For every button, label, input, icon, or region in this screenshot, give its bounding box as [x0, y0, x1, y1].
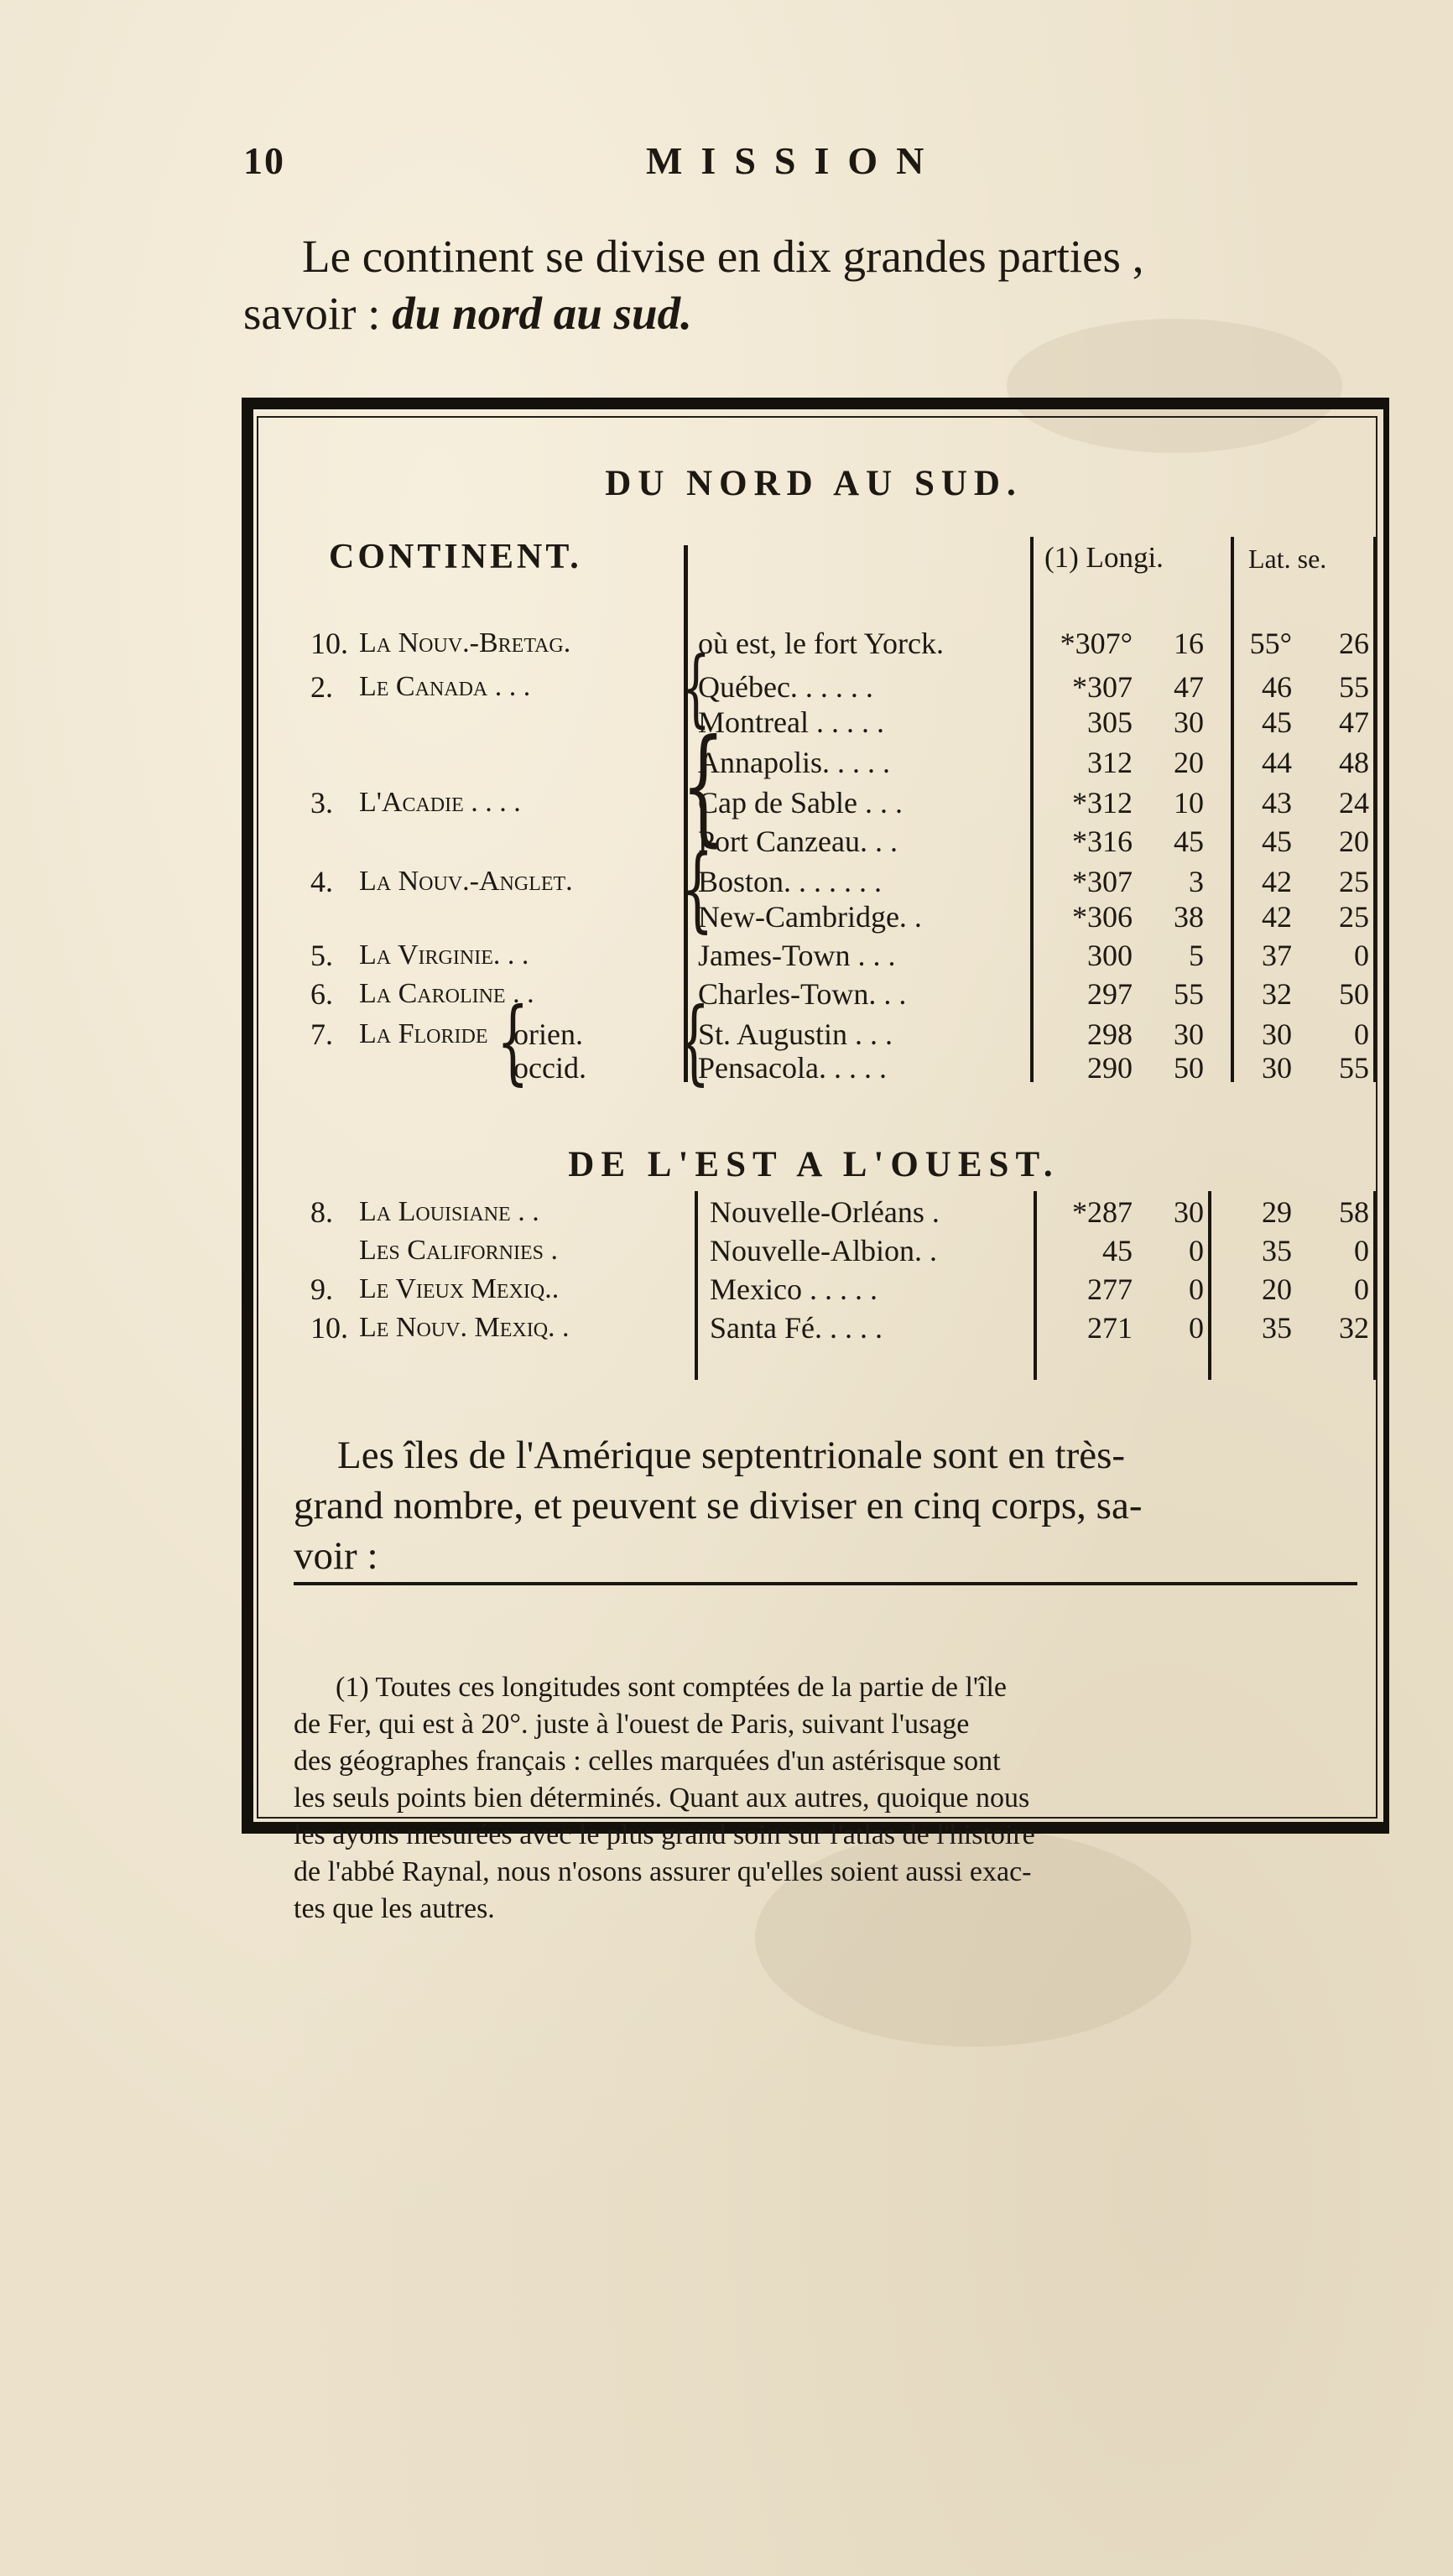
region-name: Le Canada . . .: [359, 671, 531, 702]
place-name: Nouvelle-Albion. .: [710, 1234, 937, 1267]
latitude-degrees: 32: [1262, 977, 1292, 1011]
longitude-degrees: *312: [1072, 786, 1133, 820]
longitude-degrees: 298: [1087, 1017, 1133, 1051]
longitude-degrees: 271: [1087, 1311, 1133, 1345]
longitude-minutes: 55: [1174, 977, 1204, 1011]
longitude-degrees: 305: [1087, 705, 1133, 739]
longitude-degrees: *287: [1072, 1195, 1133, 1229]
latitude-minutes: 25: [1339, 865, 1369, 898]
longitude-degrees: *307°: [1060, 627, 1133, 660]
latitude-minutes: 0: [1354, 1272, 1369, 1306]
table-row: [0, 822, 1453, 861]
table-row: [0, 862, 1453, 901]
latitude-minutes: 47: [1339, 705, 1369, 739]
region-name: Les Californies .: [359, 1235, 558, 1266]
row-number: 5.: [310, 939, 333, 972]
paragraph-line: voir :: [294, 1534, 378, 1578]
longitude-minutes: 47: [1174, 670, 1204, 704]
place-name: St. Augustin . . .: [698, 1017, 893, 1051]
latitude-degrees: 43: [1262, 786, 1292, 820]
table-row: [0, 936, 1453, 975]
table-row: [0, 1231, 1453, 1270]
region-name: Le Vieux Mexiq..: [359, 1273, 560, 1304]
longitude-minutes: 45: [1174, 825, 1204, 858]
intro-text: [243, 228, 1418, 342]
latitude-minutes: 48: [1339, 746, 1369, 779]
longitude-minutes: 30: [1174, 1195, 1204, 1229]
place-name: Nouvelle-Orléans .: [710, 1195, 940, 1229]
longitude-minutes: 30: [1174, 705, 1204, 739]
brace-glyph: {: [497, 987, 529, 1095]
footnote-line: des géographes français : celles marquées d'un astérisque sont: [294, 1746, 1001, 1777]
place-name: Mexico . . . . .: [710, 1272, 878, 1306]
latitude-degrees: 30: [1262, 1017, 1292, 1051]
place-name: Santa Fé. . . . .: [710, 1311, 883, 1345]
footnote-line: de Fer, qui est à 20°. juste à l'ouest de Paris, suivant l'usage: [294, 1709, 970, 1740]
table-row: [0, 1049, 1453, 1087]
islands-paragraph: [294, 1430, 1376, 1581]
footnote-line: de l'abbé Raynal, nous n'osons assurer qu'elles soient aussi exac-: [294, 1856, 1032, 1887]
latitude-minutes: 55: [1339, 1051, 1369, 1085]
intro-line-2: [243, 285, 1418, 342]
section-title-north-south: DU NORD AU SUD.: [605, 464, 1023, 503]
brace-glyph: {: [681, 638, 711, 736]
place-name: Québec. . . . . .: [698, 670, 873, 704]
footnote: [294, 1669, 1376, 1928]
table-row: [0, 1193, 1453, 1231]
sub-region-name: orien.: [513, 1017, 583, 1051]
brace-glyph: {: [681, 835, 714, 942]
longitude-minutes: 0: [1189, 1272, 1204, 1306]
latitude-degrees: 37: [1262, 939, 1292, 972]
latitude-degrees: 20: [1262, 1272, 1292, 1306]
footnote-line: les ayons mesurées avec le plus grand soin sur l'atlas de l'histoire: [294, 1819, 1035, 1850]
table-row: [0, 743, 1453, 782]
latitude-degrees: 44: [1262, 746, 1292, 779]
longitude-degrees: 297: [1087, 977, 1133, 1011]
intro-line-1: Le continent se divise en dix grandes parties ,: [302, 231, 1144, 282]
row-number: 8.: [310, 1195, 333, 1229]
longitude-minutes: 16: [1174, 627, 1204, 660]
running-title: MISSION: [646, 139, 943, 182]
longitude-degrees: 277: [1087, 1272, 1133, 1306]
latitude-degrees: 45: [1262, 705, 1292, 739]
latitude-degrees: 35: [1262, 1311, 1292, 1345]
region-name: La Nouv.-Bretag.: [359, 627, 571, 658]
longitude-minutes: 5: [1189, 939, 1204, 972]
longitude-degrees: 290: [1087, 1051, 1133, 1085]
row-number: 10.: [310, 627, 348, 660]
brace-glyph: {: [678, 987, 711, 1095]
region-name: La Louisiane . .: [359, 1196, 539, 1227]
table-row: [0, 1309, 1453, 1347]
region-name: La Floride: [359, 1018, 488, 1049]
column-header-longitude: (1) Longi.: [1044, 541, 1164, 574]
place-name: Boston. . . . . . .: [698, 865, 883, 898]
longitude-minutes: 3: [1189, 865, 1204, 898]
brace-glyph: {: [681, 713, 726, 859]
table-row: [0, 783, 1453, 822]
table-row: [0, 898, 1453, 936]
row-number: 3.: [310, 786, 333, 820]
longitude-minutes: 38: [1174, 900, 1204, 934]
place-name: où est, le fort Yorck.: [698, 627, 944, 660]
longitude-degrees: *316: [1072, 825, 1133, 858]
latitude-degrees: 30: [1262, 1051, 1292, 1085]
place-name: Charles-Town. . .: [698, 977, 907, 1011]
page-number: 10: [243, 139, 285, 182]
place-name: Cap de Sable . . .: [698, 786, 903, 820]
place-name: Montreal . . . . .: [698, 705, 884, 739]
latitude-degrees: 45: [1262, 825, 1292, 858]
paragraph-line: grand nombre, et peuvent se diviser en cinq corps, sa-: [294, 1484, 1143, 1527]
latitude-minutes: 24: [1339, 786, 1369, 820]
latitude-minutes: 25: [1339, 900, 1369, 934]
place-name: Annapolis. . . . .: [698, 746, 890, 779]
footnote-line: (1) Toutes ces longitudes sont comptées de la partie de l'île: [336, 1672, 1008, 1703]
row-number: 10.: [310, 1311, 348, 1345]
row-number: 9.: [310, 1272, 333, 1306]
longitude-degrees: 300: [1087, 939, 1133, 972]
longitude-degrees: *306: [1072, 900, 1133, 934]
latitude-degrees: 55°: [1249, 627, 1292, 660]
longitude-degrees: 45: [1102, 1234, 1133, 1267]
latitude-degrees: 42: [1262, 900, 1292, 934]
table-row: [0, 624, 1453, 663]
place-name: New-Cambridge. .: [698, 900, 922, 934]
longitude-degrees: *307: [1072, 670, 1133, 704]
footnote-rule: [294, 1582, 1357, 1585]
latitude-minutes: 20: [1339, 825, 1369, 858]
place-name: Port Canzeau. . .: [698, 825, 898, 858]
longitude-degrees: *307: [1072, 865, 1133, 898]
row-number: 2.: [310, 670, 333, 704]
footnote-line: tes que les autres.: [294, 1893, 495, 1924]
latitude-minutes: 0: [1354, 1017, 1369, 1051]
latitude-minutes: 0: [1354, 939, 1369, 972]
row-number: 7.: [310, 1017, 333, 1051]
sub-region-name: occid.: [513, 1051, 586, 1085]
intro-line-2-italic: du nord au sud.: [392, 288, 692, 339]
column-header-latitude: Lat. se.: [1248, 544, 1327, 574]
footnote-line: les seuls points bien déterminés. Quant aux autres, quoique nous: [294, 1782, 1030, 1814]
region-name: L'Acadie . . . .: [359, 787, 521, 818]
latitude-minutes: 55: [1339, 670, 1369, 704]
latitude-degrees: 35: [1262, 1234, 1292, 1267]
latitude-degrees: 42: [1262, 865, 1292, 898]
column-header-continent: CONTINENT.: [329, 538, 582, 576]
table-row: [0, 703, 1453, 742]
longitude-minutes: 30: [1174, 1017, 1204, 1051]
region-name: La Nouv.-Anglet.: [359, 866, 573, 897]
intro-line-2-plain: savoir :: [243, 288, 393, 339]
section-title-east-west: DE L'EST A L'OUEST.: [568, 1145, 1060, 1184]
table-row: [0, 1270, 1453, 1309]
table-row: [0, 668, 1453, 706]
latitude-degrees: 46: [1262, 670, 1292, 704]
longitude-minutes: 0: [1189, 1311, 1204, 1345]
longitude-degrees: 312: [1087, 746, 1133, 779]
longitude-minutes: 0: [1189, 1234, 1204, 1267]
row-number: 4.: [310, 865, 333, 898]
latitude-minutes: 0: [1354, 1234, 1369, 1267]
row-number: 6.: [310, 977, 333, 1011]
paragraph-line: Les îles de l'Amérique septentrionale sont en très-: [337, 1434, 1126, 1477]
longitude-minutes: 50: [1174, 1051, 1204, 1085]
place-name: Pensacola. . . . .: [698, 1051, 887, 1085]
latitude-minutes: 26: [1339, 627, 1369, 660]
place-name: James-Town . . .: [698, 939, 896, 972]
region-name: La Caroline . .: [359, 978, 534, 1009]
latitude-minutes: 50: [1339, 977, 1369, 1011]
longitude-minutes: 20: [1174, 746, 1204, 779]
table-row: [0, 975, 1453, 1013]
longitude-minutes: 10: [1174, 786, 1204, 820]
region-name: La Virginie. . .: [359, 939, 529, 971]
latitude-minutes: 58: [1339, 1195, 1369, 1229]
region-name: Le Nouv. Mexiq. .: [359, 1312, 570, 1343]
latitude-degrees: 29: [1262, 1195, 1292, 1229]
latitude-minutes: 32: [1339, 1311, 1369, 1345]
